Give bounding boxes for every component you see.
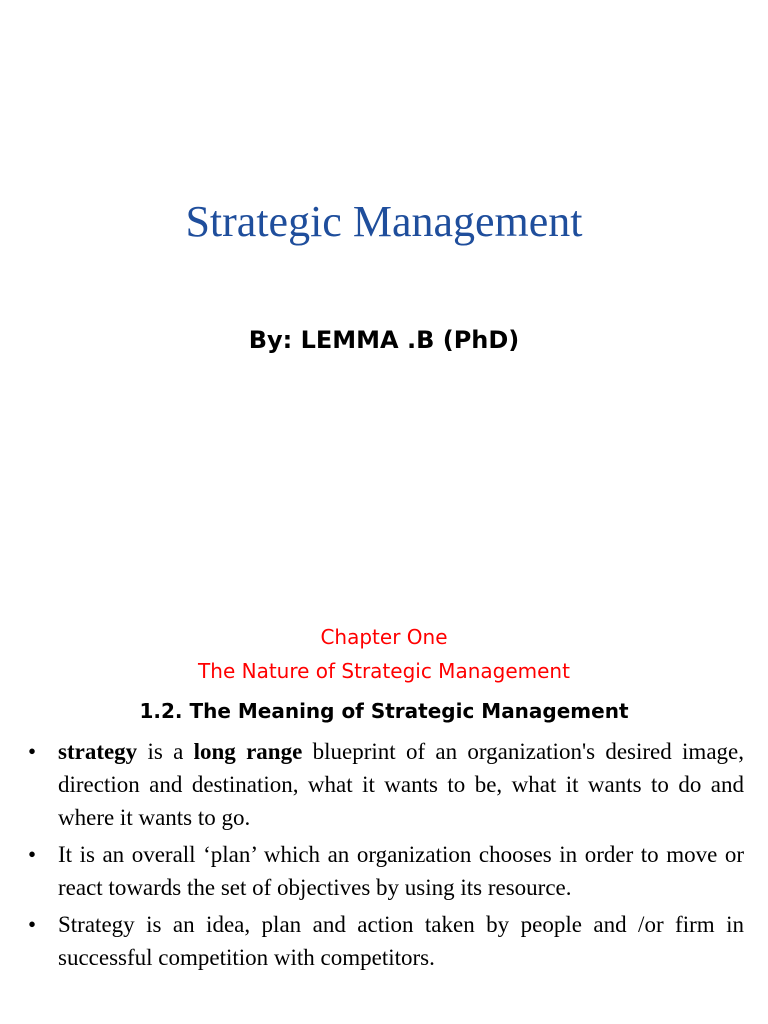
bullet-icon: • (28, 739, 37, 764)
bullet-term: long range (193, 739, 303, 764)
bullet-item (28, 735, 744, 834)
slide-title: Strategic Management (185, 197, 583, 246)
bullet-icon: • (28, 842, 37, 867)
bullet-list (28, 735, 744, 978)
chapter-title: The Nature of Strategic Management (198, 659, 570, 683)
bullet-text: Strategy is an idea, plan and action taken by people and /or firm in successful competition with competitors. (58, 912, 744, 970)
bullet-term: strategy (58, 739, 138, 764)
bullet-text: blueprint of an organization's desired image, direction and destination, what it wants to be, what it wants to do and where it wants to go. (58, 739, 744, 830)
bullet-text: is a (137, 739, 194, 764)
bullet-item (28, 838, 744, 904)
bullet-text: It is an overall ‘plan’ which an organization chooses in order to move or react towards the set of objectives by using its resource. (58, 842, 744, 900)
bullet-item (28, 908, 744, 974)
chapter-label: Chapter One (320, 625, 448, 649)
section-heading: 1.2. The Meaning of Strategic Management (139, 699, 629, 723)
bullet-icon: • (28, 912, 37, 937)
slide-author: By: LEMMA .B (PhD) (248, 326, 520, 354)
